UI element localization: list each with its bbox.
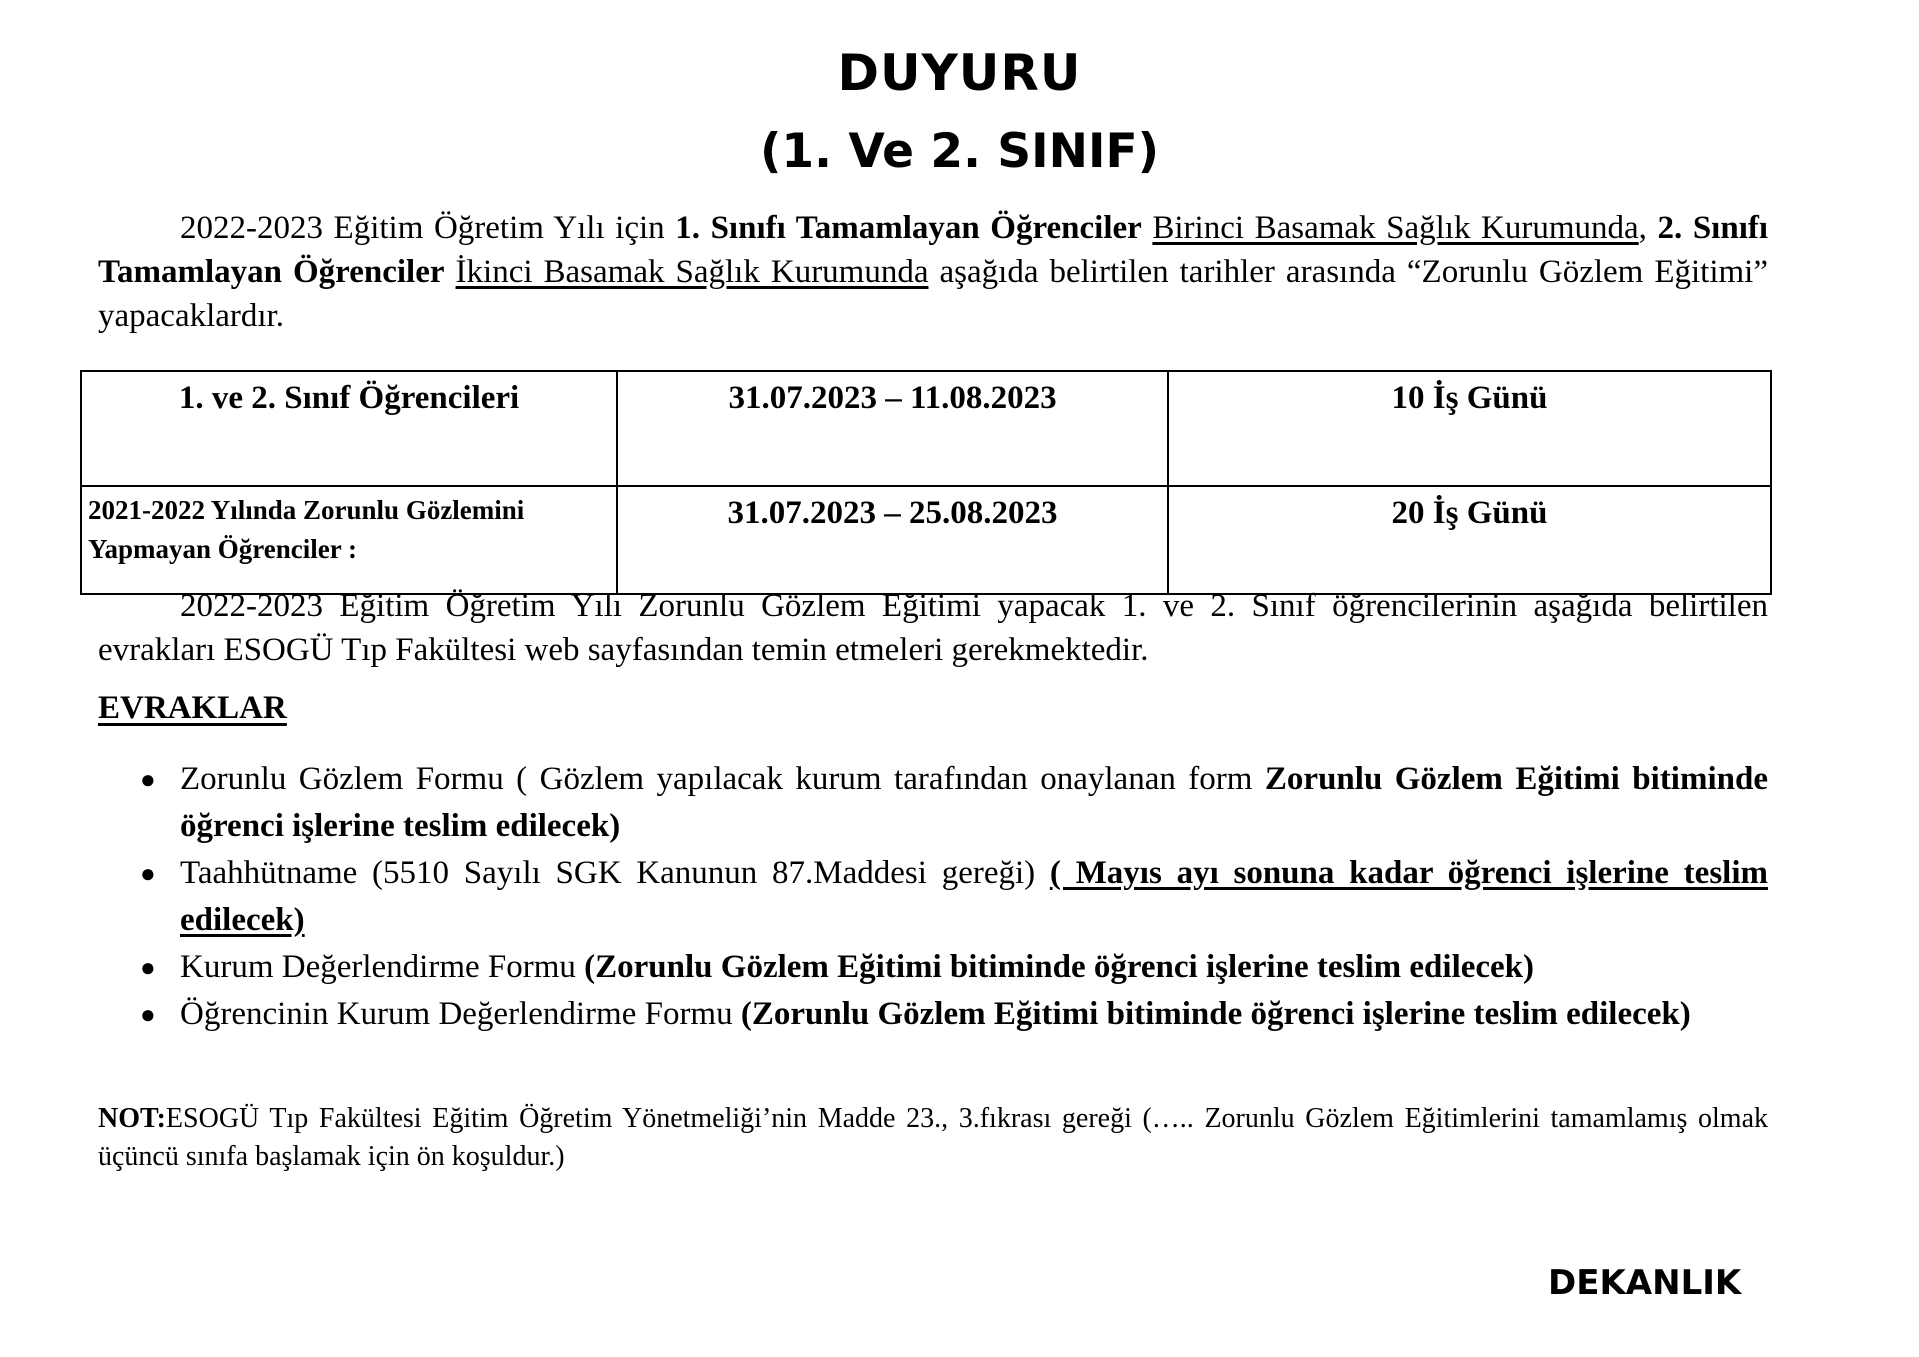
item-text: Kurum Değerlendirme Formu: [180, 949, 585, 985]
item-text: Taahhütname (5510 Sayılı SGK Kanunun 87.Maddesi gereği): [180, 855, 1050, 891]
dates-cell: 31.07.2023 – 11.08.2023: [617, 371, 1168, 486]
bullet-icon: ●: [140, 765, 156, 794]
intro-underline-1: Birinci Basamak Sağlık Kurumunda: [1152, 210, 1639, 246]
duration-cell: 20 İş Günü: [1168, 486, 1771, 594]
item-bold: (Zorunlu Gözlem Eğitimi bitiminde öğrenci işlerine teslim edilecek): [584, 949, 1535, 985]
dates-cell: 31.07.2023 – 25.08.2023: [617, 486, 1168, 594]
intro-text-2: ,: [1638, 210, 1658, 246]
note-paragraph: [98, 1100, 1768, 1176]
group-cell: 1. ve 2. Sınıf Öğrencileri: [81, 371, 617, 486]
intro-bold-2: 2. Sınıfı Tamamlayan Öğrenciler: [98, 210, 1769, 290]
table-row: [81, 486, 1771, 594]
item-text: Öğrencinin Kurum Değerlendirme Formu: [180, 996, 741, 1032]
bullet-icon: ●: [140, 953, 156, 982]
documents-list: [98, 756, 1768, 1038]
duration-cell: 10 İş Günü: [1168, 371, 1771, 486]
list-item: [98, 991, 1768, 1038]
page-subtitle: (1. Ve 2. SINIF): [759, 124, 1160, 179]
intro-bold-1: 1. Sınıfı Tamamlayan Öğrenciler: [675, 210, 1142, 246]
documents-heading: EVRAKLAR: [98, 690, 287, 726]
schedule-table: [80, 370, 1772, 595]
documents-paragraph: [98, 584, 1768, 672]
signature: DEKANLIK: [1548, 1263, 1742, 1303]
bullet-icon: ●: [140, 859, 156, 888]
documents-paragraph-text: 2022-2023 Eğitim Öğretim Yılı Zorunlu Gözlem Eğitimi yapacak 1. ve 2. Sınıf öğrencilerinin aşağıda belirtilen evrakları ESOGÜ Tıp Fakültesi web sayfasından temin etmeleri gerekmektedir.: [98, 588, 1768, 668]
intro-paragraph: [98, 206, 1768, 338]
intro-underline-2: İkinci Basamak Sağlık Kurumunda: [455, 254, 929, 290]
intro-text-3: aşağıda belirtilen tarihler arasında “Zorunlu Gözlem Eğitimi” yapacaklardır.: [98, 254, 1768, 334]
item-bold: (Zorunlu Gözlem Eğitimi bitiminde öğrenci işlerine teslim edilecek): [740, 996, 1691, 1032]
item-text: Zorunlu Gözlem Formu ( Gözlem yapılacak kurum tarafından onaylanan form: [180, 761, 1265, 797]
bullet-icon: ●: [140, 1000, 156, 1029]
intro-text-1: 2022-2023 Eğitim Öğretim Yılı için: [180, 210, 676, 246]
page-title: DUYURU: [837, 44, 1082, 102]
note-text: ESOGÜ Tıp Fakültesi Eğitim Öğretim Yönetmeliği’nin Madde 23., 3.fıkrası gereği (….. Zorunlu Gözlem Eğitimlerini tamamlamış olmak üçüncü sınıfa başlamak için ön koşuldur.): [98, 1103, 1768, 1172]
group-cell: 2021-2022 Yılında Zorunlu Gözlemini Yapmayan Öğrenciler :: [81, 486, 617, 594]
item-bold: ( Mayıs ayı sonuna kadar öğrenci işlerine teslim edilecek): [180, 855, 1768, 938]
table-row: [81, 371, 1771, 486]
item-bold: Zorunlu Gözlem Eğitimi bitiminde öğrenci işlerine teslim edilecek): [180, 761, 1768, 844]
list-item: [98, 944, 1768, 991]
list-item: [98, 756, 1768, 850]
note-label: NOT:: [98, 1103, 166, 1134]
list-item: [98, 850, 1768, 944]
